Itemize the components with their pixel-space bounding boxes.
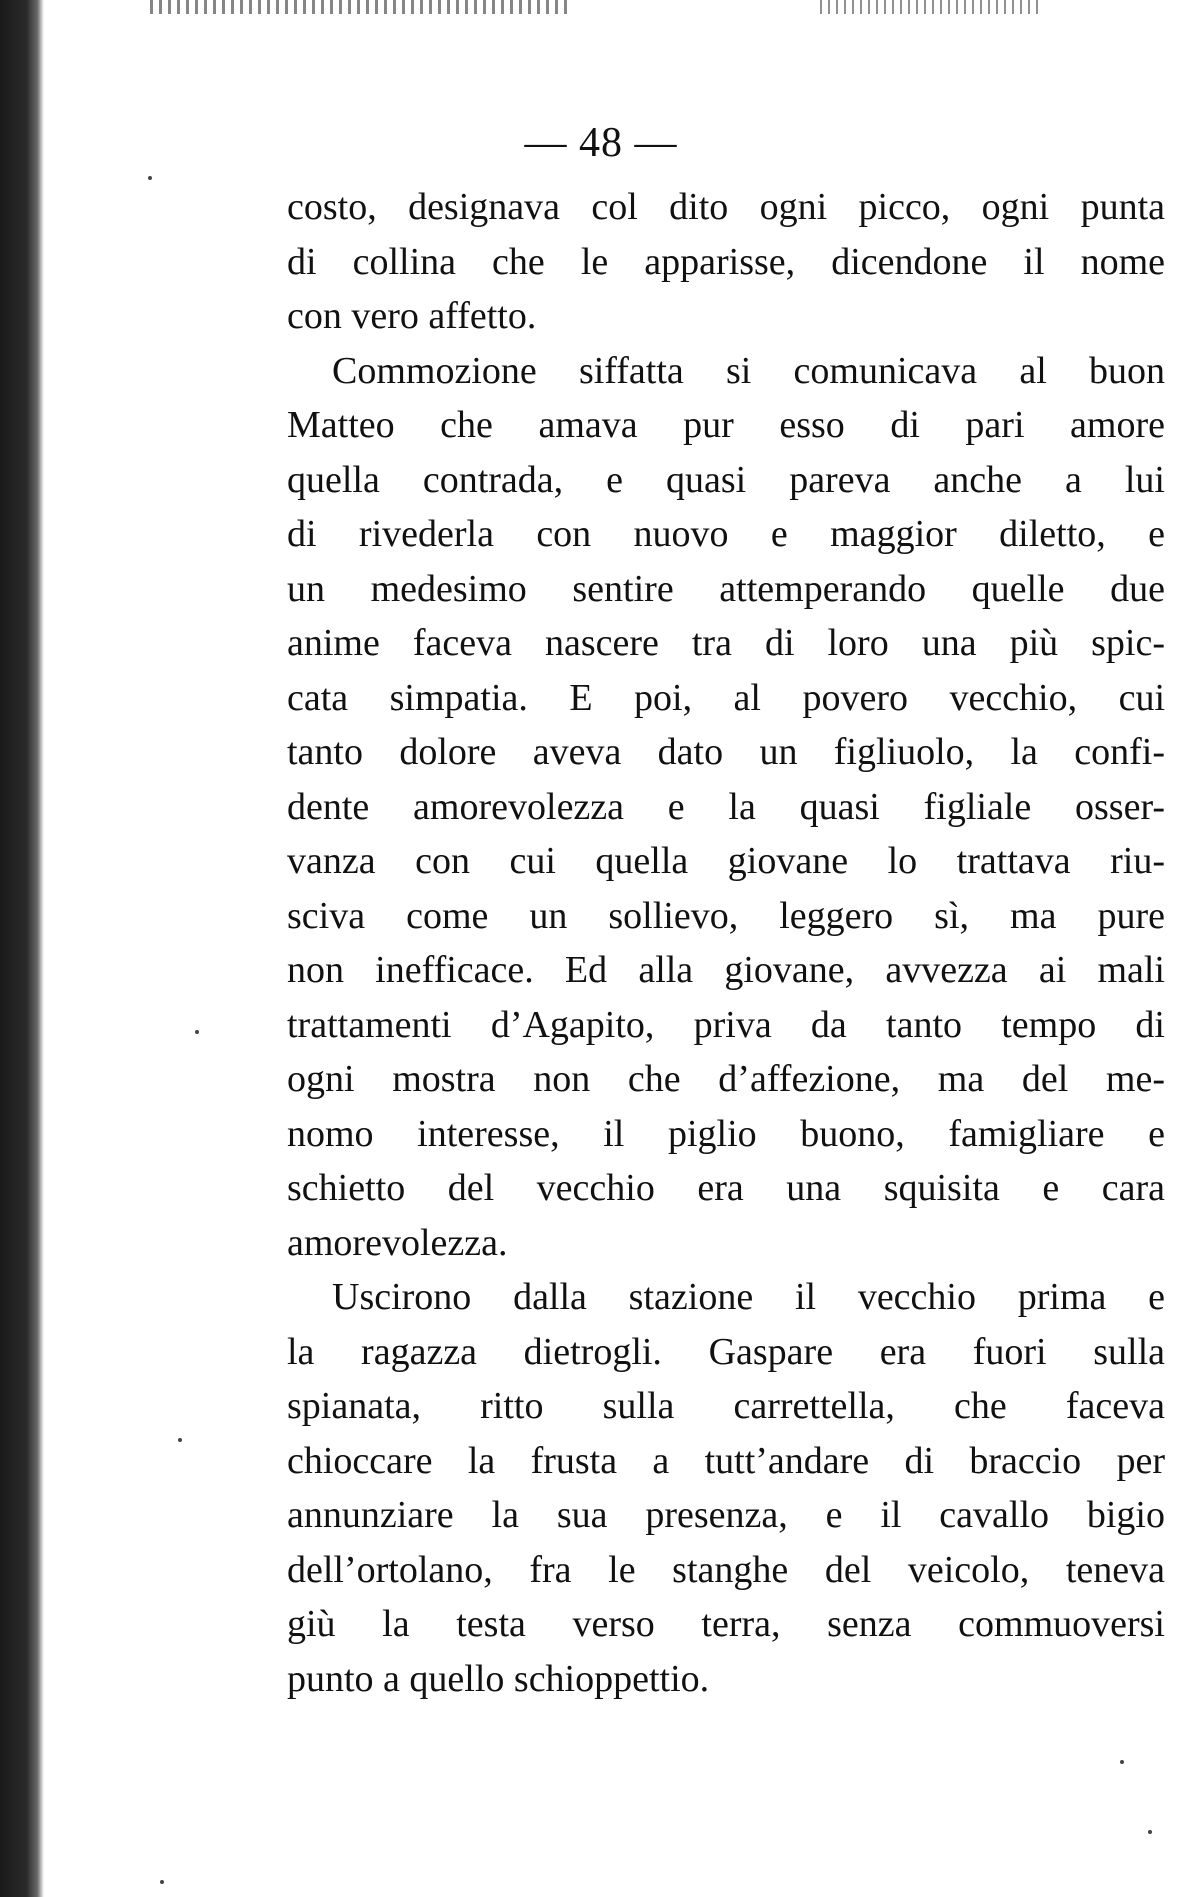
- text-line: di rivederla con nuovo e maggior diletto, e: [287, 513, 1165, 555]
- scan-noise: [820, 0, 1040, 14]
- text-line: Uscirono dalla stazione il vecchio prima e: [332, 1276, 1165, 1318]
- text-line: amorevolezza.: [287, 1221, 508, 1264]
- scan-speck: [148, 176, 152, 180]
- scan-speck: [178, 1438, 182, 1442]
- text-line: trattamenti d’Agapito, priva da tanto tempo di: [287, 1003, 1165, 1046]
- text-line: la ragazza dietrogli. Gaspare era fuori sulla: [287, 1330, 1165, 1373]
- text-line: non inefficace. Ed alla giovane, avvezza ai mali: [287, 949, 1165, 991]
- text-line: chioccare la frusta a tutt’andare di braccio per: [287, 1439, 1165, 1482]
- scan-speck: [160, 1880, 164, 1884]
- text-line: ogni mostra non che d’affezione, ma del me-: [287, 1058, 1165, 1100]
- scan-noise: [150, 0, 570, 14]
- text-line: punto a quello schioppettio.: [287, 1657, 710, 1700]
- scan-speck: [1120, 1760, 1124, 1764]
- text-line: dente amorevolezza e la quasi figliale osser-: [287, 785, 1165, 828]
- text-line: di collina che le apparisse, dicendone il nome: [287, 240, 1165, 283]
- text-line: un medesimo sentire attemperando quelle due: [287, 567, 1165, 610]
- text-line: costo, designava col dito ogni picco, ogni punta: [287, 186, 1165, 228]
- scan-speck: [1148, 1830, 1152, 1834]
- body-text: [287, 180, 1165, 1706]
- page-number: — 48 —: [524, 120, 678, 166]
- text-line: cata simpatia. E poi, al povero vecchio, cui: [287, 676, 1165, 719]
- text-line: dell’ortolano, fra le stanghe del veicolo, teneva: [287, 1548, 1165, 1591]
- text-line: con vero affetto.: [287, 295, 537, 337]
- text-line: Commozione siffatta si comunicava al buon: [332, 349, 1165, 392]
- scan-speck: [195, 1030, 199, 1034]
- text-line: sciva come un sollievo, leggero sì, ma pure: [287, 894, 1165, 937]
- text-line: spianata, ritto sulla carrettella, che faceva: [287, 1385, 1165, 1427]
- text-line: nomo interesse, il piglio buono, famigliare e: [287, 1112, 1165, 1155]
- binding-edge: [0, 0, 44, 1897]
- text-line: Matteo che amava pur esso di pari amore: [287, 404, 1165, 446]
- text-line: annunziare la sua presenza, e il cavallo bigio: [287, 1494, 1165, 1536]
- text-line: anime faceva nascere tra di loro una più spic-: [287, 622, 1165, 664]
- text-line: vanza con cui quella giovane lo trattava riu-: [287, 840, 1165, 882]
- text-line: quella contrada, e quasi pareva anche a lui: [287, 458, 1165, 501]
- text-line: giù la testa verso terra, senza commuoversi: [287, 1603, 1165, 1645]
- text-line: schietto del vecchio era una squisita e cara: [287, 1167, 1165, 1209]
- text-line: tanto dolore aveva dato un figliuolo, la confi-: [287, 731, 1165, 773]
